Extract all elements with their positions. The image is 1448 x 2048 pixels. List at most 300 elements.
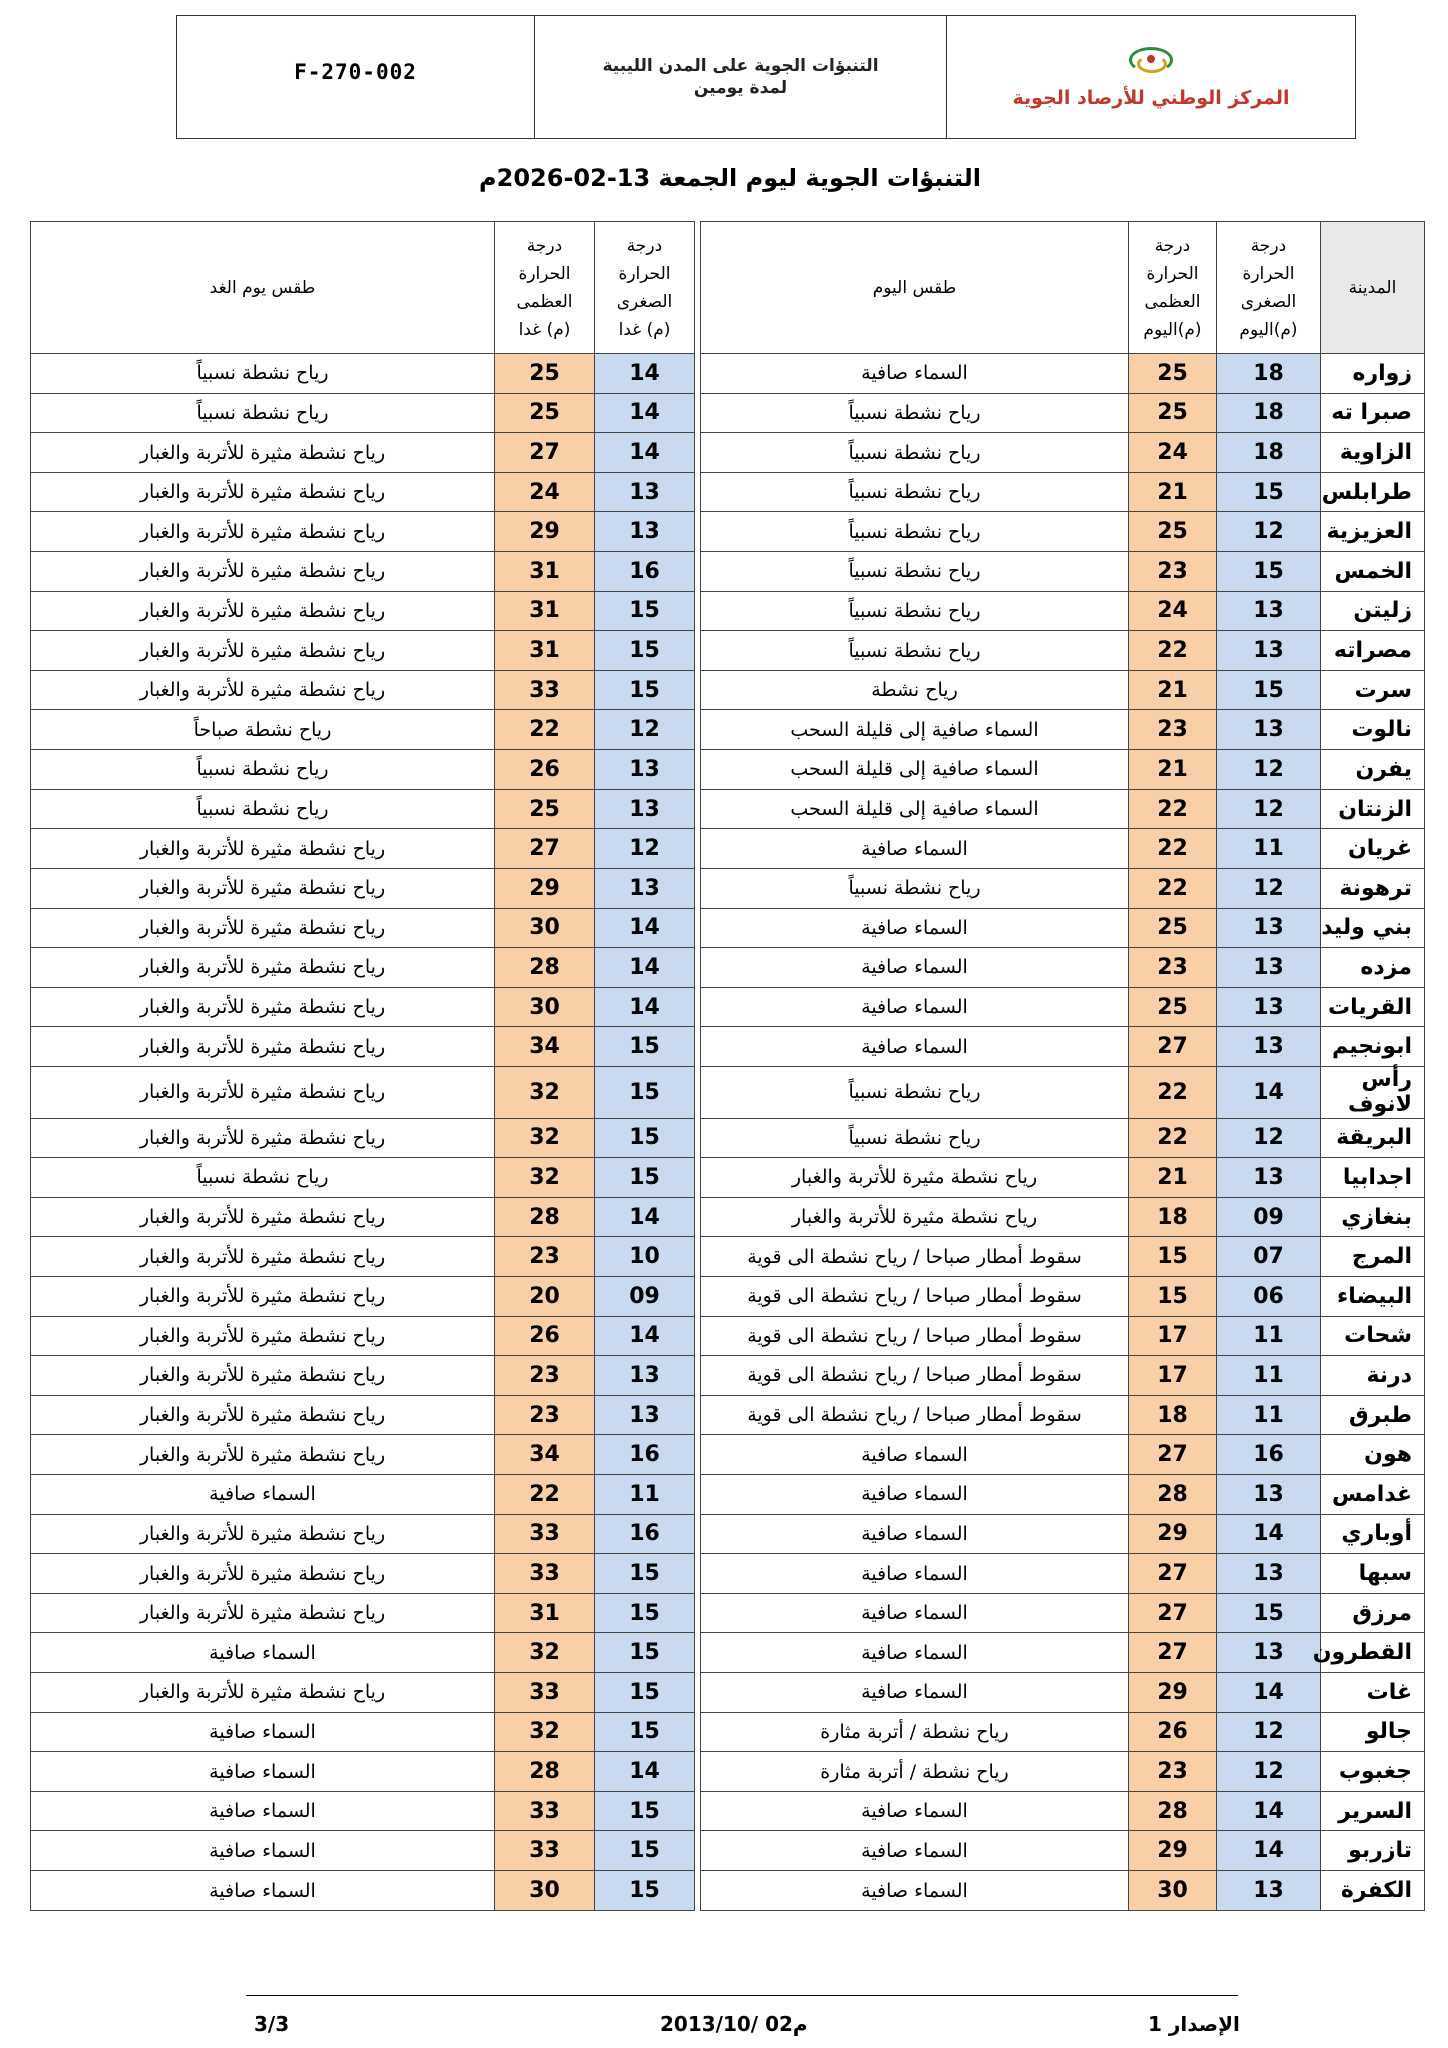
max-temp-today: 18 bbox=[1129, 1395, 1217, 1435]
max-temp-tomorrow: 24 bbox=[495, 472, 595, 512]
weather-tomorrow: رياح نشطة مثيرة للأتربة والغبار bbox=[31, 1237, 495, 1277]
weather-tomorrow: رياح نشطة نسبياً bbox=[31, 1158, 495, 1198]
city-cell: سبها bbox=[1321, 1554, 1425, 1594]
col-header-max-tomorrow: درجة الحرارة العظمى (م) غدا bbox=[495, 222, 595, 354]
footer-date: 2013/10/ 02م bbox=[660, 2012, 808, 2036]
min-temp-today: 13 bbox=[1217, 1027, 1321, 1067]
column-separator bbox=[695, 354, 701, 394]
max-temp-tomorrow: 27 bbox=[495, 829, 595, 869]
column-separator bbox=[695, 512, 701, 552]
col-header-min-today: درجة الحرارة الصغرى (م)اليوم bbox=[1217, 222, 1321, 354]
city-cell: جالو bbox=[1321, 1712, 1425, 1752]
min-temp-tomorrow: 15 bbox=[595, 1158, 695, 1198]
form-code: F-270-002 bbox=[177, 16, 535, 138]
table-row bbox=[31, 1831, 1425, 1871]
min-temp-tomorrow: 14 bbox=[595, 1316, 695, 1356]
max-temp-today: 24 bbox=[1129, 591, 1217, 631]
city-cell: البريقة bbox=[1321, 1118, 1425, 1158]
min-temp-tomorrow: 15 bbox=[595, 1593, 695, 1633]
max-temp-tomorrow: 20 bbox=[495, 1276, 595, 1316]
column-separator bbox=[695, 1752, 701, 1792]
max-temp-tomorrow: 30 bbox=[495, 987, 595, 1027]
weather-tomorrow: رياح نشطة مثيرة للأتربة والغبار bbox=[31, 591, 495, 631]
weather-tomorrow: رياح نشطة نسبياً bbox=[31, 393, 495, 433]
table-row bbox=[31, 868, 1425, 908]
weather-tomorrow: رياح نشطة مثيرة للأتربة والغبار bbox=[31, 512, 495, 552]
min-temp-today: 11 bbox=[1217, 1356, 1321, 1396]
max-temp-tomorrow: 25 bbox=[495, 393, 595, 433]
column-separator bbox=[695, 908, 701, 948]
max-temp-today: 25 bbox=[1129, 512, 1217, 552]
max-temp-today: 25 bbox=[1129, 908, 1217, 948]
min-temp-tomorrow: 16 bbox=[595, 1435, 695, 1475]
weather-today: السماء صافية bbox=[701, 1831, 1129, 1871]
weather-tomorrow: رياح نشطة مثيرة للأتربة والغبار bbox=[31, 1673, 495, 1713]
col-header-city: المدينة bbox=[1321, 222, 1425, 354]
column-separator bbox=[695, 631, 701, 671]
max-temp-tomorrow: 31 bbox=[495, 591, 595, 631]
weather-today: سقوط أمطار صباحا / رياح نشطة الى قوية bbox=[701, 1276, 1129, 1316]
document-header bbox=[176, 15, 1356, 139]
weather-tomorrow: السماء صافية bbox=[31, 1752, 495, 1792]
max-temp-tomorrow: 31 bbox=[495, 552, 595, 592]
min-temp-tomorrow: 09 bbox=[595, 1276, 695, 1316]
weather-today: رياح نشطة نسبياً bbox=[701, 552, 1129, 592]
weather-today: السماء صافية bbox=[701, 1791, 1129, 1831]
column-separator bbox=[695, 1118, 701, 1158]
max-temp-tomorrow: 25 bbox=[495, 789, 595, 829]
min-temp-today: 14 bbox=[1217, 1831, 1321, 1871]
min-temp-tomorrow: 15 bbox=[595, 1791, 695, 1831]
weather-today: السماء صافية bbox=[701, 829, 1129, 869]
min-temp-today: 15 bbox=[1217, 670, 1321, 710]
max-temp-tomorrow: 22 bbox=[495, 1475, 595, 1515]
column-separator bbox=[695, 1475, 701, 1515]
weather-today: السماء صافية bbox=[701, 1435, 1129, 1475]
table-row bbox=[31, 1395, 1425, 1435]
column-separator bbox=[695, 1712, 701, 1752]
min-temp-today: 13 bbox=[1217, 987, 1321, 1027]
column-separator bbox=[695, 1831, 701, 1871]
max-temp-today: 25 bbox=[1129, 393, 1217, 433]
weather-today: رياح نشطة / أتربة مثارة bbox=[701, 1752, 1129, 1792]
weather-tomorrow: رياح نشطة مثيرة للأتربة والغبار bbox=[31, 552, 495, 592]
weather-tomorrow: رياح نشطة نسبياً bbox=[31, 750, 495, 790]
max-temp-today: 17 bbox=[1129, 1316, 1217, 1356]
max-temp-today: 23 bbox=[1129, 710, 1217, 750]
weather-tomorrow: السماء صافية bbox=[31, 1791, 495, 1831]
max-temp-today: 30 bbox=[1129, 1871, 1217, 1911]
column-separator bbox=[695, 1027, 701, 1067]
table-row bbox=[31, 1593, 1425, 1633]
weather-today: رياح نشطة / أتربة مثارة bbox=[701, 1712, 1129, 1752]
footer-divider bbox=[246, 1995, 1238, 1996]
column-separator bbox=[695, 552, 701, 592]
min-temp-today: 15 bbox=[1217, 552, 1321, 592]
max-temp-today: 29 bbox=[1129, 1514, 1217, 1554]
min-temp-tomorrow: 15 bbox=[595, 631, 695, 671]
table-row bbox=[31, 1633, 1425, 1673]
city-cell: مرزق bbox=[1321, 1593, 1425, 1633]
weather-tomorrow: رياح نشطة مثيرة للأتربة والغبار bbox=[31, 1316, 495, 1356]
max-temp-today: 28 bbox=[1129, 1475, 1217, 1515]
table-row bbox=[31, 1475, 1425, 1515]
min-temp-tomorrow: 15 bbox=[595, 591, 695, 631]
weather-tomorrow: رياح نشطة مثيرة للأتربة والغبار bbox=[31, 829, 495, 869]
min-temp-today: 11 bbox=[1217, 829, 1321, 869]
city-cell: البيضاء bbox=[1321, 1276, 1425, 1316]
min-temp-today: 06 bbox=[1217, 1276, 1321, 1316]
table-row bbox=[31, 948, 1425, 988]
weather-today: رياح نشطة نسبياً bbox=[701, 591, 1129, 631]
min-temp-today: 18 bbox=[1217, 393, 1321, 433]
table-row bbox=[31, 670, 1425, 710]
organization-name: المركز الوطني للأرصاد الجوية bbox=[1012, 87, 1290, 109]
table-row bbox=[31, 591, 1425, 631]
table-row bbox=[31, 1276, 1425, 1316]
page-title: التنبؤات الجوية ليوم الجمعة 13-02-2026م bbox=[479, 164, 981, 192]
max-temp-today: 27 bbox=[1129, 1633, 1217, 1673]
max-temp-today: 25 bbox=[1129, 354, 1217, 394]
max-temp-tomorrow: 33 bbox=[495, 670, 595, 710]
max-temp-tomorrow: 34 bbox=[495, 1435, 595, 1475]
min-temp-today: 13 bbox=[1217, 908, 1321, 948]
weather-today: رياح نشطة نسبياً bbox=[701, 868, 1129, 908]
city-cell: زليتن bbox=[1321, 591, 1425, 631]
max-temp-today: 25 bbox=[1129, 987, 1217, 1027]
max-temp-tomorrow: 32 bbox=[495, 1066, 595, 1118]
city-cell: درنة bbox=[1321, 1356, 1425, 1396]
min-temp-today: 13 bbox=[1217, 1871, 1321, 1911]
min-temp-today: 12 bbox=[1217, 1752, 1321, 1792]
min-temp-tomorrow: 13 bbox=[595, 512, 695, 552]
table-row bbox=[31, 1554, 1425, 1594]
max-temp-tomorrow: 33 bbox=[495, 1554, 595, 1594]
max-temp-today: 17 bbox=[1129, 1356, 1217, 1396]
column-separator bbox=[695, 1871, 701, 1911]
max-temp-today: 27 bbox=[1129, 1435, 1217, 1475]
max-temp-today: 27 bbox=[1129, 1593, 1217, 1633]
weather-today: السماء صافية bbox=[701, 1593, 1129, 1633]
table-row bbox=[31, 1027, 1425, 1067]
max-temp-today: 15 bbox=[1129, 1276, 1217, 1316]
min-temp-tomorrow: 12 bbox=[595, 710, 695, 750]
min-temp-tomorrow: 15 bbox=[595, 670, 695, 710]
min-temp-tomorrow: 13 bbox=[595, 472, 695, 512]
table-row bbox=[31, 433, 1425, 473]
max-temp-tomorrow: 29 bbox=[495, 868, 595, 908]
max-temp-tomorrow: 32 bbox=[495, 1633, 595, 1673]
column-separator bbox=[695, 1395, 701, 1435]
table-row bbox=[31, 1673, 1425, 1713]
city-cell: اجدابيا bbox=[1321, 1158, 1425, 1198]
weather-tomorrow: رياح نشطة مثيرة للأتربة والغبار bbox=[31, 908, 495, 948]
footer-edition: الإصدار 1 bbox=[1148, 2012, 1240, 2036]
min-temp-tomorrow: 16 bbox=[595, 552, 695, 592]
max-temp-tomorrow: 25 bbox=[495, 354, 595, 394]
max-temp-today: 22 bbox=[1129, 1066, 1217, 1118]
table-row bbox=[31, 710, 1425, 750]
max-temp-today: 28 bbox=[1129, 1791, 1217, 1831]
table-row bbox=[31, 750, 1425, 790]
city-cell: طرابلس bbox=[1321, 472, 1425, 512]
table-row bbox=[31, 631, 1425, 671]
max-temp-tomorrow: 32 bbox=[495, 1118, 595, 1158]
weather-tomorrow: رياح نشطة مثيرة للأتربة والغبار bbox=[31, 1395, 495, 1435]
weather-tomorrow: رياح نشطة مثيرة للأتربة والغبار bbox=[31, 1027, 495, 1067]
city-cell: بني وليد bbox=[1321, 908, 1425, 948]
min-temp-tomorrow: 14 bbox=[595, 433, 695, 473]
weather-today: السماء صافية bbox=[701, 1871, 1129, 1911]
city-cell: الخمس bbox=[1321, 552, 1425, 592]
weather-tomorrow: رياح نشطة مثيرة للأتربة والغبار bbox=[31, 1593, 495, 1633]
table-row bbox=[31, 1197, 1425, 1237]
min-temp-today: 13 bbox=[1217, 631, 1321, 671]
column-separator bbox=[695, 1066, 701, 1118]
weather-tomorrow: رياح نشطة مثيرة للأتربة والغبار bbox=[31, 1356, 495, 1396]
min-temp-tomorrow: 15 bbox=[595, 1554, 695, 1594]
max-temp-tomorrow: 31 bbox=[495, 631, 595, 671]
city-cell: غدامس bbox=[1321, 1475, 1425, 1515]
column-separator bbox=[695, 789, 701, 829]
min-temp-today: 16 bbox=[1217, 1435, 1321, 1475]
max-temp-today: 15 bbox=[1129, 1237, 1217, 1277]
weather-today: سقوط أمطار صباحا / رياح نشطة الى قوية bbox=[701, 1316, 1129, 1356]
column-separator bbox=[695, 1514, 701, 1554]
weather-today: سقوط أمطار صباحا / رياح نشطة الى قوية bbox=[701, 1237, 1129, 1277]
weather-today: السماء صافية bbox=[701, 987, 1129, 1027]
min-temp-today: 12 bbox=[1217, 789, 1321, 829]
min-temp-tomorrow: 12 bbox=[595, 829, 695, 869]
max-temp-tomorrow: 22 bbox=[495, 710, 595, 750]
weather-tomorrow: السماء صافية bbox=[31, 1475, 495, 1515]
weather-tomorrow: السماء صافية bbox=[31, 1633, 495, 1673]
footer-page-number: 3/3 bbox=[254, 2012, 290, 2036]
min-temp-tomorrow: 13 bbox=[595, 868, 695, 908]
max-temp-today: 23 bbox=[1129, 552, 1217, 592]
table-row bbox=[31, 1435, 1425, 1475]
header-subtitle-line1: التنبؤات الجوية على المدن الليبية bbox=[602, 56, 879, 76]
met-logo-icon bbox=[1125, 45, 1177, 75]
column-separator bbox=[695, 433, 701, 473]
max-temp-tomorrow: 23 bbox=[495, 1356, 595, 1396]
table-row bbox=[31, 1871, 1425, 1911]
city-cell: أوباري bbox=[1321, 1514, 1425, 1554]
min-temp-tomorrow: 16 bbox=[595, 1514, 695, 1554]
weather-tomorrow: رياح نشطة مثيرة للأتربة والغبار bbox=[31, 1435, 495, 1475]
min-temp-tomorrow: 15 bbox=[595, 1027, 695, 1067]
max-temp-today: 22 bbox=[1129, 1118, 1217, 1158]
table-row bbox=[31, 1118, 1425, 1158]
max-temp-today: 23 bbox=[1129, 948, 1217, 988]
weather-today: رياح نشطة نسبياً bbox=[701, 472, 1129, 512]
table-row bbox=[31, 829, 1425, 869]
min-temp-tomorrow: 11 bbox=[595, 1475, 695, 1515]
max-temp-tomorrow: 33 bbox=[495, 1791, 595, 1831]
max-temp-today: 26 bbox=[1129, 1712, 1217, 1752]
city-cell: المرج bbox=[1321, 1237, 1425, 1277]
min-temp-tomorrow: 13 bbox=[595, 789, 695, 829]
organization-block bbox=[947, 16, 1355, 138]
city-cell: غريان bbox=[1321, 829, 1425, 869]
min-temp-today: 18 bbox=[1217, 433, 1321, 473]
min-temp-today: 14 bbox=[1217, 1066, 1321, 1118]
weather-today: رياح نشطة bbox=[701, 670, 1129, 710]
table-row bbox=[31, 908, 1425, 948]
table-row bbox=[31, 552, 1425, 592]
table-row bbox=[31, 1752, 1425, 1792]
min-temp-tomorrow: 14 bbox=[595, 354, 695, 394]
column-separator bbox=[695, 829, 701, 869]
city-cell: العزيزية bbox=[1321, 512, 1425, 552]
column-separator bbox=[695, 393, 701, 433]
column-separator bbox=[695, 1554, 701, 1594]
min-temp-today: 13 bbox=[1217, 1554, 1321, 1594]
city-cell: تازربو bbox=[1321, 1831, 1425, 1871]
weather-tomorrow: رياح نشطة مثيرة للأتربة والغبار bbox=[31, 631, 495, 671]
max-temp-tomorrow: 30 bbox=[495, 908, 595, 948]
max-temp-today: 18 bbox=[1129, 1197, 1217, 1237]
weather-today: سقوط أمطار صباحا / رياح نشطة الى قوية bbox=[701, 1395, 1129, 1435]
weather-today: السماء صافية bbox=[701, 1475, 1129, 1515]
min-temp-tomorrow: 15 bbox=[595, 1712, 695, 1752]
max-temp-today: 22 bbox=[1129, 868, 1217, 908]
weather-tomorrow: رياح نشطة مثيرة للأتربة والغبار bbox=[31, 987, 495, 1027]
max-temp-tomorrow: 32 bbox=[495, 1158, 595, 1198]
max-temp-tomorrow: 33 bbox=[495, 1673, 595, 1713]
weather-tomorrow: رياح نشطة مثيرة للأتربة والغبار bbox=[31, 1554, 495, 1594]
weather-today: رياح نشطة نسبياً bbox=[701, 433, 1129, 473]
city-cell: نالوت bbox=[1321, 710, 1425, 750]
city-cell: جغبوب bbox=[1321, 1752, 1425, 1792]
max-temp-today: 21 bbox=[1129, 1158, 1217, 1198]
table-row bbox=[31, 1066, 1425, 1118]
min-temp-today: 07 bbox=[1217, 1237, 1321, 1277]
weather-today: السماء صافية bbox=[701, 1673, 1129, 1713]
max-temp-tomorrow: 27 bbox=[495, 433, 595, 473]
header-subtitle bbox=[535, 16, 947, 138]
weather-today: سقوط أمطار صباحا / رياح نشطة الى قوية bbox=[701, 1356, 1129, 1396]
weather-today: السماء صافية bbox=[701, 948, 1129, 988]
city-cell: ترهونة bbox=[1321, 868, 1425, 908]
weather-tomorrow: رياح نشطة مثيرة للأتربة والغبار bbox=[31, 1197, 495, 1237]
header-subtitle-line2: لمدة يومين bbox=[693, 78, 788, 98]
column-separator bbox=[695, 1673, 701, 1713]
column-separator bbox=[695, 1276, 701, 1316]
min-temp-today: 12 bbox=[1217, 1118, 1321, 1158]
weather-today: السماء صافية bbox=[701, 1514, 1129, 1554]
min-temp-today: 15 bbox=[1217, 472, 1321, 512]
min-temp-today: 18 bbox=[1217, 354, 1321, 394]
weather-tomorrow: رياح نشطة نسبياً bbox=[31, 789, 495, 829]
min-temp-tomorrow: 15 bbox=[595, 1831, 695, 1871]
min-temp-tomorrow: 13 bbox=[595, 750, 695, 790]
min-temp-tomorrow: 15 bbox=[595, 1118, 695, 1158]
weather-today: السماء صافية bbox=[701, 908, 1129, 948]
column-separator bbox=[695, 1356, 701, 1396]
table-row bbox=[31, 789, 1425, 829]
forecast-table-wrapper bbox=[30, 221, 1424, 1911]
weather-tomorrow: رياح نشطة مثيرة للأتربة والغبار bbox=[31, 1118, 495, 1158]
weather-today: السماء صافية إلى قليلة السحب bbox=[701, 750, 1129, 790]
city-cell: الزنتان bbox=[1321, 789, 1425, 829]
col-header-weather-today: طقس اليوم bbox=[701, 222, 1129, 354]
max-temp-today: 29 bbox=[1129, 1673, 1217, 1713]
column-separator bbox=[695, 948, 701, 988]
max-temp-today: 23 bbox=[1129, 1752, 1217, 1792]
forecast-rows bbox=[31, 354, 1425, 1911]
max-temp-tomorrow: 26 bbox=[495, 750, 595, 790]
max-temp-tomorrow: 29 bbox=[495, 512, 595, 552]
column-separator bbox=[695, 750, 701, 790]
city-cell: الزاوية bbox=[1321, 433, 1425, 473]
max-temp-tomorrow: 28 bbox=[495, 948, 595, 988]
table-row bbox=[31, 393, 1425, 433]
min-temp-today: 12 bbox=[1217, 1712, 1321, 1752]
column-separator bbox=[695, 710, 701, 750]
max-temp-today: 22 bbox=[1129, 829, 1217, 869]
column-separator bbox=[695, 1316, 701, 1356]
column-separator bbox=[695, 1633, 701, 1673]
min-temp-tomorrow: 14 bbox=[595, 908, 695, 948]
table-row bbox=[31, 472, 1425, 512]
weather-today: السماء صافية bbox=[701, 1027, 1129, 1067]
min-temp-tomorrow: 15 bbox=[595, 1633, 695, 1673]
city-cell: صبرا ته bbox=[1321, 393, 1425, 433]
col-header-max-today: درجة الحرارة العظمى (م)اليوم bbox=[1129, 222, 1217, 354]
max-temp-today: 24 bbox=[1129, 433, 1217, 473]
city-cell: شحات bbox=[1321, 1316, 1425, 1356]
weather-today: السماء صافية إلى قليلة السحب bbox=[701, 710, 1129, 750]
weather-tomorrow: رياح نشطة مثيرة للأتربة والغبار bbox=[31, 472, 495, 512]
city-cell: الكفرة bbox=[1321, 1871, 1425, 1911]
weather-tomorrow: رياح نشطة مثيرة للأتربة والغبار bbox=[31, 433, 495, 473]
min-temp-today: 12 bbox=[1217, 868, 1321, 908]
table-row bbox=[31, 1158, 1425, 1198]
column-separator bbox=[695, 472, 701, 512]
city-cell: سرت bbox=[1321, 670, 1425, 710]
city-cell: بنغازي bbox=[1321, 1197, 1425, 1237]
city-cell: القريات bbox=[1321, 987, 1425, 1027]
min-temp-today: 15 bbox=[1217, 1593, 1321, 1633]
min-temp-tomorrow: 15 bbox=[595, 1066, 695, 1118]
column-separator bbox=[695, 987, 701, 1027]
min-temp-today: 13 bbox=[1217, 710, 1321, 750]
min-temp-tomorrow: 10 bbox=[595, 1237, 695, 1277]
weather-today: السماء صافية bbox=[701, 1554, 1129, 1594]
city-cell: غات bbox=[1321, 1673, 1425, 1713]
city-cell: زواره bbox=[1321, 354, 1425, 394]
min-temp-today: 14 bbox=[1217, 1514, 1321, 1554]
max-temp-today: 21 bbox=[1129, 472, 1217, 512]
city-cell: مصراته bbox=[1321, 631, 1425, 671]
max-temp-today: 22 bbox=[1129, 631, 1217, 671]
weather-today: السماء صافية إلى قليلة السحب bbox=[701, 789, 1129, 829]
column-separator bbox=[695, 1158, 701, 1198]
min-temp-tomorrow: 13 bbox=[595, 1356, 695, 1396]
city-cell: هون bbox=[1321, 1435, 1425, 1475]
min-temp-tomorrow: 14 bbox=[595, 948, 695, 988]
column-separator bbox=[695, 1237, 701, 1277]
weather-today: رياح نشطة مثيرة للأتربة والغبار bbox=[701, 1197, 1129, 1237]
min-temp-today: 13 bbox=[1217, 1475, 1321, 1515]
column-separator bbox=[695, 868, 701, 908]
city-cell: يفرن bbox=[1321, 750, 1425, 790]
weather-tomorrow: السماء صافية bbox=[31, 1712, 495, 1752]
weather-today: السماء صافية bbox=[701, 354, 1129, 394]
min-temp-tomorrow: 14 bbox=[595, 393, 695, 433]
max-temp-tomorrow: 33 bbox=[495, 1514, 595, 1554]
